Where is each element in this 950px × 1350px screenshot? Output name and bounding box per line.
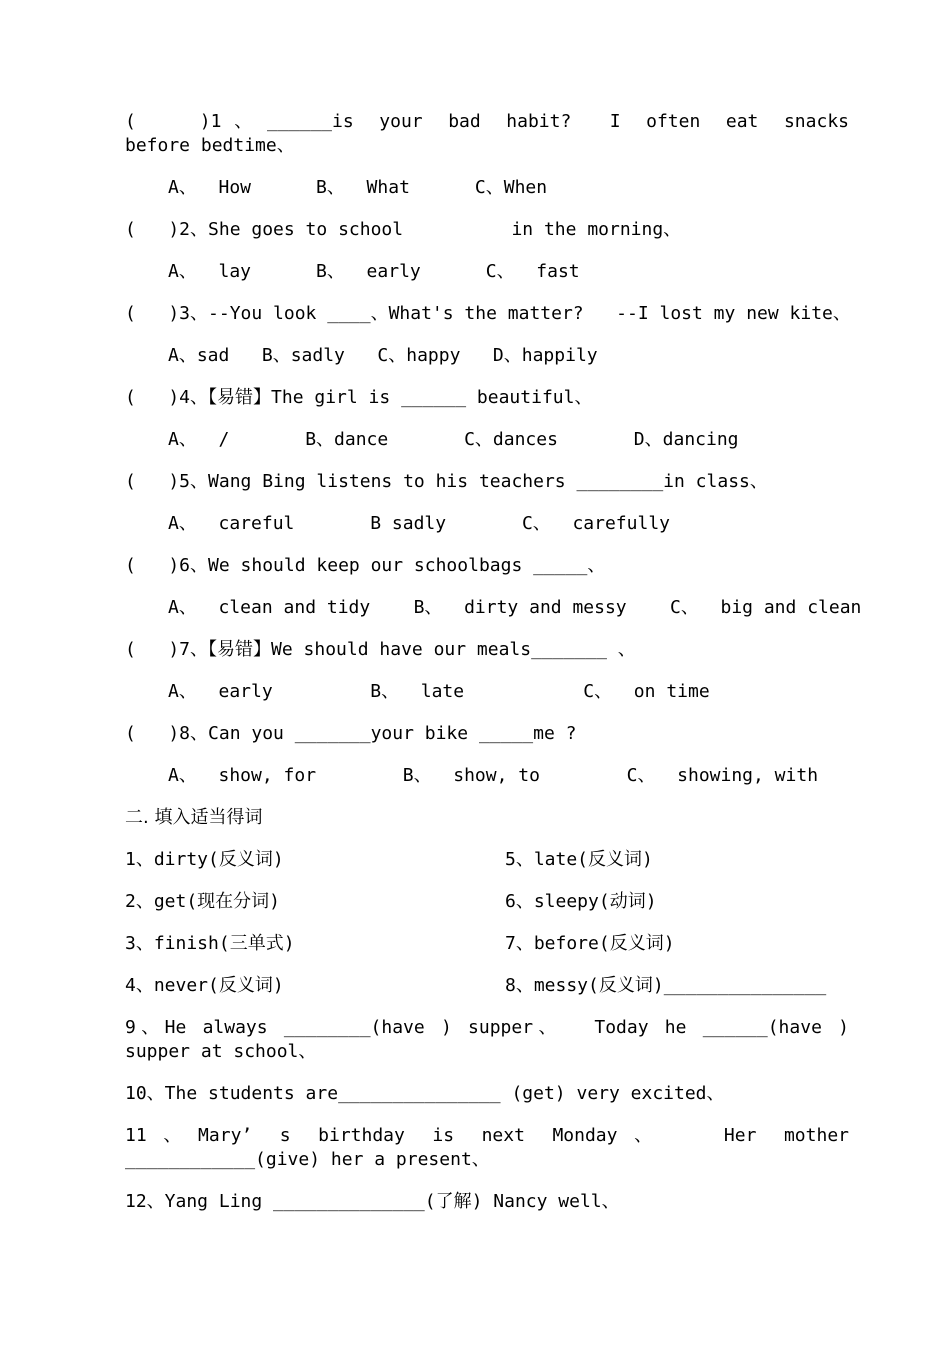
section-2-title: 二. 填入适当得词 xyxy=(125,807,263,828)
sentence-12: 12、Yang Ling ______________(了解) Nancy well、 xyxy=(125,1191,620,1212)
sentence-11: 11、Mary’ s birthday is next Monday、 Her mother ____________(give) her a present、 xyxy=(125,1125,860,1170)
word-item-5: 5、late(反义词) xyxy=(505,849,653,870)
question-4-options: A、 / B、dance C、dances D、dancing xyxy=(168,429,739,450)
question-5-stem: ( )5、Wang Bing listens to his teachers ________in class、 xyxy=(125,471,768,492)
question-1-stem: ( )1 、 ______is your bad habit? I often eat snacks before bedtime、 xyxy=(125,111,871,156)
question-8-stem: ( )8、Can you _______your bike _____me ? xyxy=(125,723,577,744)
question-8-options: A、 show, for B、 show, to C、 showing, with xyxy=(168,765,819,786)
question-3-stem: ( )3、--You look ____、What's the matter? --I lost my new kite、 xyxy=(125,303,851,324)
question-1-options: A、 How B、 What C、When xyxy=(168,177,548,198)
question-5-options: A、 careful B sadly C、 carefully xyxy=(168,513,670,534)
word-item-3: 3、finish(三单式) xyxy=(125,933,295,954)
word-item-4: 4、never(反义词) xyxy=(125,975,284,996)
question-2-options: A、 lay B、 early C、 fast xyxy=(168,261,580,282)
word-item-2: 2、get(现在分词) xyxy=(125,891,281,912)
question-6-options: A、 clean and tidy B、 dirty and messy C、 big and clean xyxy=(168,597,862,618)
question-4-stem: ( )4、【易错】The girl is ______ beautiful、 xyxy=(125,387,593,408)
sentence-9: 9、He always ________(have ) supper、 Today he ______(have ) supper at school、 xyxy=(125,1017,871,1062)
question-7-stem: ( )7、【易错】We should have our meals_______ 、 xyxy=(125,639,636,660)
word-item-6: 6、sleepy(动词) xyxy=(505,891,657,912)
question-6-stem: ( )6、We should keep our schoolbags _____、 xyxy=(125,555,606,576)
word-item-8: 8、messy(反义词)_______________ xyxy=(505,975,827,996)
word-item-1: 1、dirty(反义词) xyxy=(125,849,284,870)
word-item-7: 7、before(反义词) xyxy=(505,933,675,954)
question-3-options: A、sad B、sadly C、happy D、happily xyxy=(168,345,598,366)
sentence-10: 10、The students are_______________ (get) very excited、 xyxy=(125,1083,725,1104)
question-2-stem: ( )2、She goes to school in the morning、 xyxy=(125,219,682,240)
question-7-options: A、 early B、 late C、 on time xyxy=(168,681,710,702)
